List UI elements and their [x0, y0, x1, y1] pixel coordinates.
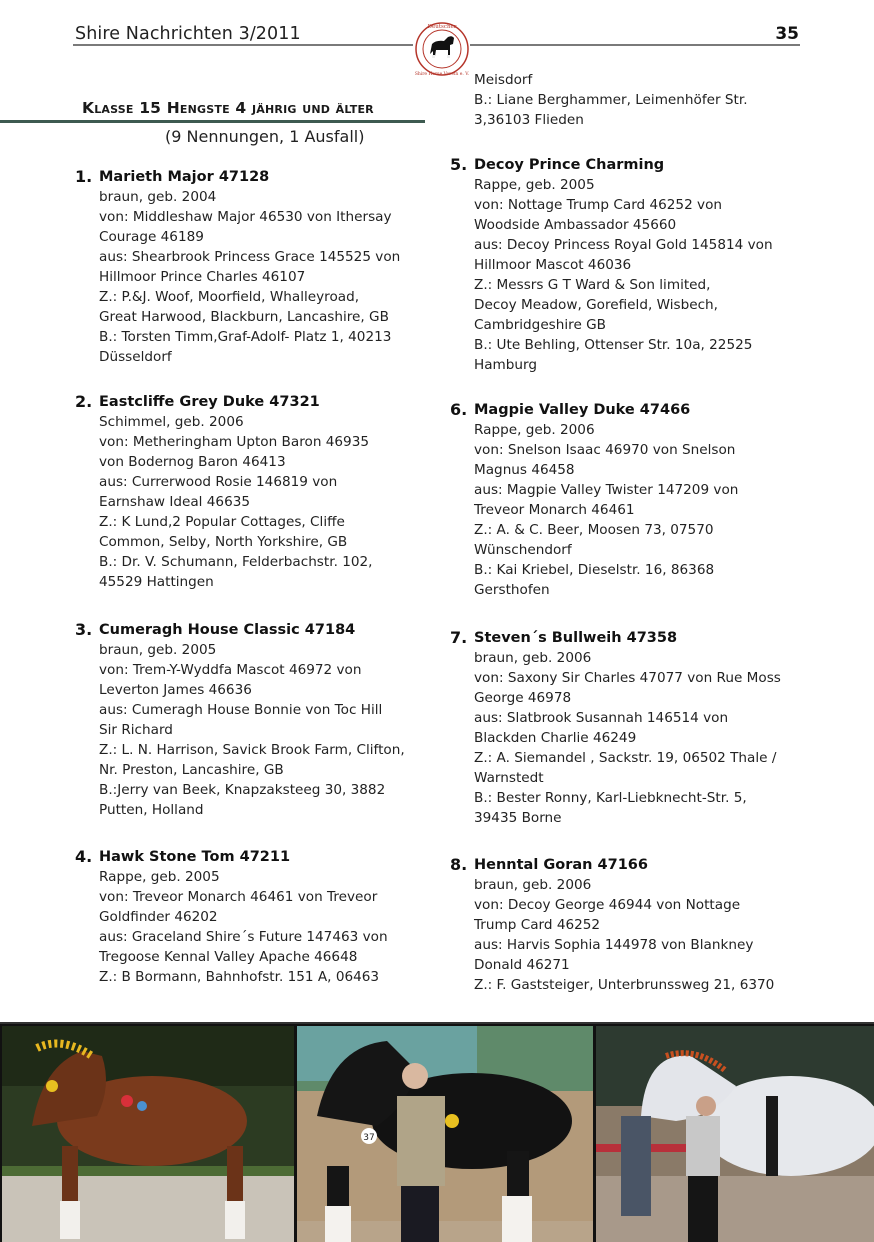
entry-line: von: Metheringham Upton Baron 46935 [99, 434, 370, 450]
entry-line: 39435 Borne [474, 810, 562, 826]
photo-strip [0, 1022, 874, 1242]
horse-name: Cumeragh House Classic 47184 [99, 622, 356, 638]
entry-line: Z.: A. & C. Beer, Moosen 73, 07570 [474, 522, 714, 538]
entry-line: Z.: L. N. Harrison, Savick Brook Farm, Clifton, [99, 742, 405, 758]
entry-continuation [474, 70, 800, 130]
entry-line: aus: Graceland Shire´s Future 147463 von [99, 929, 388, 945]
entry-line: Rappe, geb. 2006 [474, 422, 595, 438]
header-rule-right [470, 44, 800, 46]
photo-grey-stallion [596, 1026, 874, 1242]
entry-line: Courage 46189 [99, 229, 204, 245]
entry-line: Tregoose Kennal Valley Apache 46648 [99, 949, 358, 965]
entry-line: Gersthofen [474, 582, 550, 598]
logo-text-top: Deutscher [427, 24, 457, 30]
entry-line: Putten, Holland [99, 802, 204, 818]
entry-line: Z.: B Bormann, Bahnhofstr. 151 A, 06463 [99, 969, 380, 985]
entry-line: von: Snelson Isaac 46970 von Snelson [474, 442, 736, 458]
entry-line: von: Middleshaw Major 46530 von Ithersay [99, 209, 392, 225]
entry-4 [75, 847, 425, 987]
entry-1 [75, 167, 425, 367]
horse-name: Hawk Stone Tom 47211 [99, 849, 291, 865]
entry-rank: 4. [75, 847, 93, 866]
entry-line: braun, geb. 2006 [474, 877, 592, 893]
entry-line: Warnstedt [474, 770, 544, 786]
horse-name: Henntal Goran 47166 [474, 857, 648, 873]
entry-line: Nr. Preston, Lancashire, GB [99, 762, 284, 778]
entry-line: braun, geb. 2005 [99, 642, 217, 658]
class-heading: Klasse 15 Hengste 4 jährig und älter [82, 99, 374, 117]
entry-line: Wünschendorf [474, 542, 572, 558]
entry-line: Z.: F. Gaststeiger, Unterbrunssweg 21, 6370 [474, 977, 775, 993]
entry-line: Hamburg [474, 357, 538, 373]
horse-name: Decoy Prince Charming [474, 157, 665, 173]
entry-line: Rappe, geb. 2005 [99, 869, 220, 885]
entry-line: aus: Cumeragh House Bonnie von Toc Hill [99, 702, 383, 718]
entry-line: George 46978 [474, 690, 572, 706]
entry-line: B.: Bester Ronny, Karl-Liebknecht-Str. 5, [474, 790, 747, 806]
entry-line: Great Harwood, Blackburn, Lancashire, GB [99, 309, 389, 325]
continuation-line: Meisdorf [474, 72, 533, 88]
entry-line: aus: Currerwood Rosie 146819 von [99, 474, 338, 490]
entry-rank: 6. [450, 400, 468, 419]
entry-line: Schimmel, geb. 2006 [99, 414, 244, 430]
entry-line: Magnus 46458 [474, 462, 575, 478]
photo-number-tag: 37 [363, 1133, 375, 1143]
entry-line: B.: Dr. V. Schumann, Felderbachstr. 102, [99, 554, 373, 570]
entry-rank: 2. [75, 392, 93, 411]
page-number: 35 [775, 24, 799, 44]
entry-line: braun, geb. 2006 [474, 650, 592, 666]
entry-line: aus: Decoy Princess Royal Gold 145814 von [474, 237, 773, 253]
photo-black-stallion [297, 1026, 593, 1242]
entry-line: Earnshaw Ideal 46635 [99, 494, 251, 510]
entry-line: Z.: Messrs G T Ward & Son limited, [474, 277, 711, 293]
entry-line: aus: Magpie Valley Twister 147209 von [474, 482, 739, 498]
entry-line: Decoy Meadow, Gorefield, Wisbech, [474, 297, 718, 313]
entry-line: Düsseldorf [99, 349, 172, 365]
entry-rank: 8. [450, 855, 468, 874]
entry-3 [75, 620, 425, 820]
entry-8 [450, 855, 800, 995]
entry-line: B.: Kai Kriebel, Dieselstr. 16, 86368 [474, 562, 715, 578]
entry-line: von: Treveor Monarch 46461 von Treveor [99, 889, 378, 905]
entry-line: Treveor Monarch 46461 [474, 502, 635, 518]
entry-line: Leverton James 46636 [99, 682, 252, 698]
entry-line: von: Saxony Sir Charles 47077 von Rue Moss [474, 670, 781, 686]
entry-line: 45529 Hattingen [99, 574, 214, 590]
class-subheading: (9 Nennungen, 1 Ausfall) [165, 127, 365, 146]
entry-line: braun, geb. 2004 [99, 189, 217, 205]
header-rule-left [73, 44, 413, 46]
entry-line: aus: Slatbrook Susannah 146514 von [474, 710, 729, 726]
entry-6 [450, 400, 800, 600]
entry-line: B.:Jerry van Beek, Knapzaksteeg 30, 3882 [99, 782, 386, 798]
entry-line: aus: Harvis Sophia 144978 von Blankney [474, 937, 754, 953]
entry-line: aus: Shearbrook Princess Grace 145525 von [99, 249, 401, 265]
entry-line: Goldfinder 46202 [99, 909, 218, 925]
entry-line: von: Decoy George 46944 von Nottage [474, 897, 741, 913]
entry-line: Rappe, geb. 2005 [474, 177, 595, 193]
continuation-line: 3,36103 Flieden [474, 112, 584, 128]
entry-line: von Bodernog Baron 46413 [99, 454, 286, 470]
entry-line: Woodside Ambassador 45660 [474, 217, 677, 233]
entry-line: Trump Card 46252 [474, 917, 601, 933]
continuation-line: B.: Liane Berghammer, Leimenhöfer Str. [474, 92, 748, 108]
entry-line: von: Nottage Trump Card 46252 von [474, 197, 723, 213]
entry-2 [75, 392, 425, 592]
entry-rank: 5. [450, 155, 468, 174]
photo-bay-stallion [2, 1026, 294, 1242]
entry-line: Common, Selby, North Yorkshire, GB [99, 534, 348, 550]
entry-5 [450, 155, 800, 375]
entry-line: Donald 46271 [474, 957, 570, 973]
entry-rank: 1. [75, 167, 93, 186]
entry-line: Hillmoor Prince Charles 46107 [99, 269, 306, 285]
horse-name: Magpie Valley Duke 47466 [474, 402, 691, 418]
entry-line: Z.: K Lund,2 Popular Cottages, Cliffe [99, 514, 345, 530]
horse-name: Steven´s Bullweih 47358 [474, 630, 678, 646]
entry-line: Hillmoor Mascot 46036 [474, 257, 632, 273]
entry-line: Sir Richard [99, 722, 173, 738]
publication-title: Shire Nachrichten 3/2011 [75, 24, 301, 44]
horse-name: Marieth Major 47128 [99, 169, 270, 185]
entry-line: von: Trem-Y-Wyddfa Mascot 46972 von [99, 662, 362, 678]
entry-line: Blackden Charlie 46249 [474, 730, 637, 746]
horse-name: Eastcliffe Grey Duke 47321 [99, 394, 320, 410]
entry-rank: 3. [75, 620, 93, 639]
entry-line: Cambridgeshire GB [474, 317, 606, 333]
entry-7 [450, 628, 800, 828]
shire-horse-logo-icon [412, 20, 472, 78]
entry-line: Z.: A. Siemandel , Sackstr. 19, 06502 Thale / [474, 750, 777, 766]
entry-line: B.: Torsten Timm,Graf-Adolf- Platz 1, 40213 [99, 329, 392, 345]
entry-line: B.: Ute Behling, Ottenser Str. 10a, 22525 [474, 337, 753, 353]
logo-text-bottom: Shire Horse Verein e. V. [414, 72, 470, 77]
class-heading-rule [0, 120, 425, 123]
entry-rank: 7. [450, 628, 468, 647]
entry-line: Z.: P.&J. Woof, Moorfield, Whalleyroad, [99, 289, 360, 305]
